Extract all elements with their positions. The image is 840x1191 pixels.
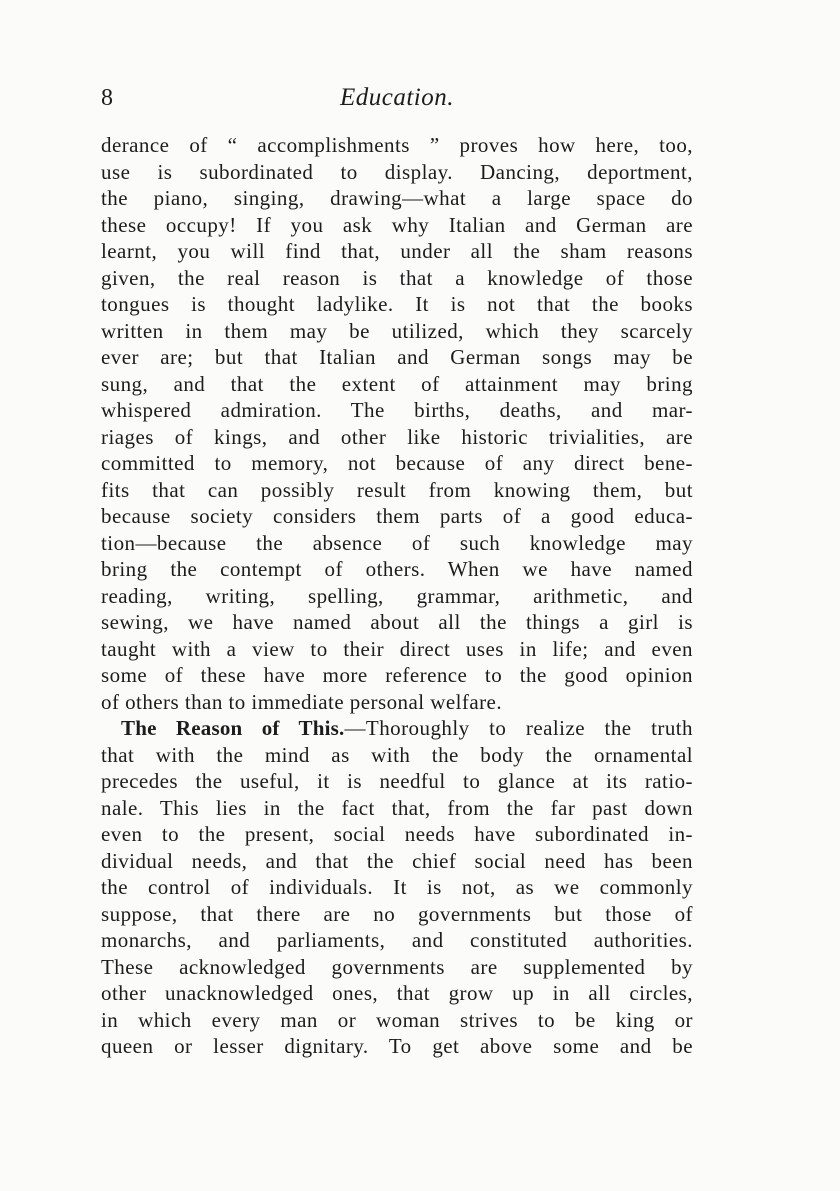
text-line: tongues is thought ladylike. It is not that the books xyxy=(101,292,693,316)
text-line: written in them may be utilized, which they scarcely xyxy=(101,318,693,343)
text-line: some of these have more reference to the good opinion xyxy=(101,663,693,687)
text-line: given, the real reason is that a knowledge of those xyxy=(101,265,693,290)
text-line: suppose, that there are no governments but those of xyxy=(101,901,693,926)
page-number: 8 xyxy=(101,85,113,111)
text-line: use is subordinated to display. Dancing, deportment, xyxy=(101,159,693,184)
paragraph-end-line: of others than to immediate personal welfare. xyxy=(101,689,503,714)
text-line: dividual needs, and that the chief social need has been xyxy=(101,848,693,873)
text-line: tion—because the absence of such knowledge may xyxy=(101,530,693,555)
text-line: whispered admiration. The births, deaths, and mar- xyxy=(101,398,693,422)
text-line: derance of “ accomplishments ” proves how here, too, xyxy=(101,133,693,157)
text-line: the piano, singing, drawing—what a large space do xyxy=(101,186,693,210)
text-line: These acknowledged governments are supplemented by xyxy=(101,954,693,979)
text-line: nale. This lies in the fact that, from the far past down xyxy=(101,795,693,820)
text-line: the control of individuals. It is not, as we commonly xyxy=(101,875,693,899)
text-line: even to the present, social needs have subordinated in- xyxy=(101,822,693,846)
running-title: Education. xyxy=(339,84,454,111)
text-line: committed to memory, not because of any direct bene- xyxy=(101,451,693,475)
text-line: taught with a view to their direct uses in life; and even xyxy=(101,636,693,661)
text-line: sewing, we have named about all the things a girl is xyxy=(101,610,693,634)
body-text xyxy=(101,132,693,1060)
text-line: in which every man or woman strives to be king or xyxy=(101,1007,693,1032)
text-line: riages of kings, and other like historic trivialities, are xyxy=(101,424,693,449)
text-line: sung, and that the extent of attainment may bring xyxy=(101,371,693,396)
text-line: precedes the useful, it is needful to glance at its ratio- xyxy=(101,769,693,793)
text-line: queen or lesser dignitary. To get above some and be xyxy=(101,1034,693,1058)
section-opening-text: —Thoroughly to realize the truth xyxy=(344,716,694,740)
text-line: because society considers them parts of a good educa- xyxy=(101,504,693,528)
text-line: monarchs, and parliaments, and constituted authorities. xyxy=(101,928,693,952)
section-heading: The Reason of This. xyxy=(121,716,345,740)
text-line: bring the contempt of others. When we have named xyxy=(101,557,693,581)
text-line: that with the mind as with the body the ornamental xyxy=(101,742,693,767)
text-line: learnt, you will find that, under all the sham reasons xyxy=(101,239,693,263)
text-line: other unacknowledged ones, that grow up in all circles, xyxy=(101,981,693,1005)
text-line: these occupy! If you ask why Italian and German are xyxy=(101,212,693,237)
text-line: fits that can possibly result from knowing them, but xyxy=(101,477,693,502)
section-opening-line xyxy=(101,715,693,742)
text-line: reading, writing, spelling, grammar, arithmetic, and xyxy=(101,583,693,608)
running-head xyxy=(101,80,693,116)
text-line: ever are; but that Italian and German songs may be xyxy=(101,345,693,369)
